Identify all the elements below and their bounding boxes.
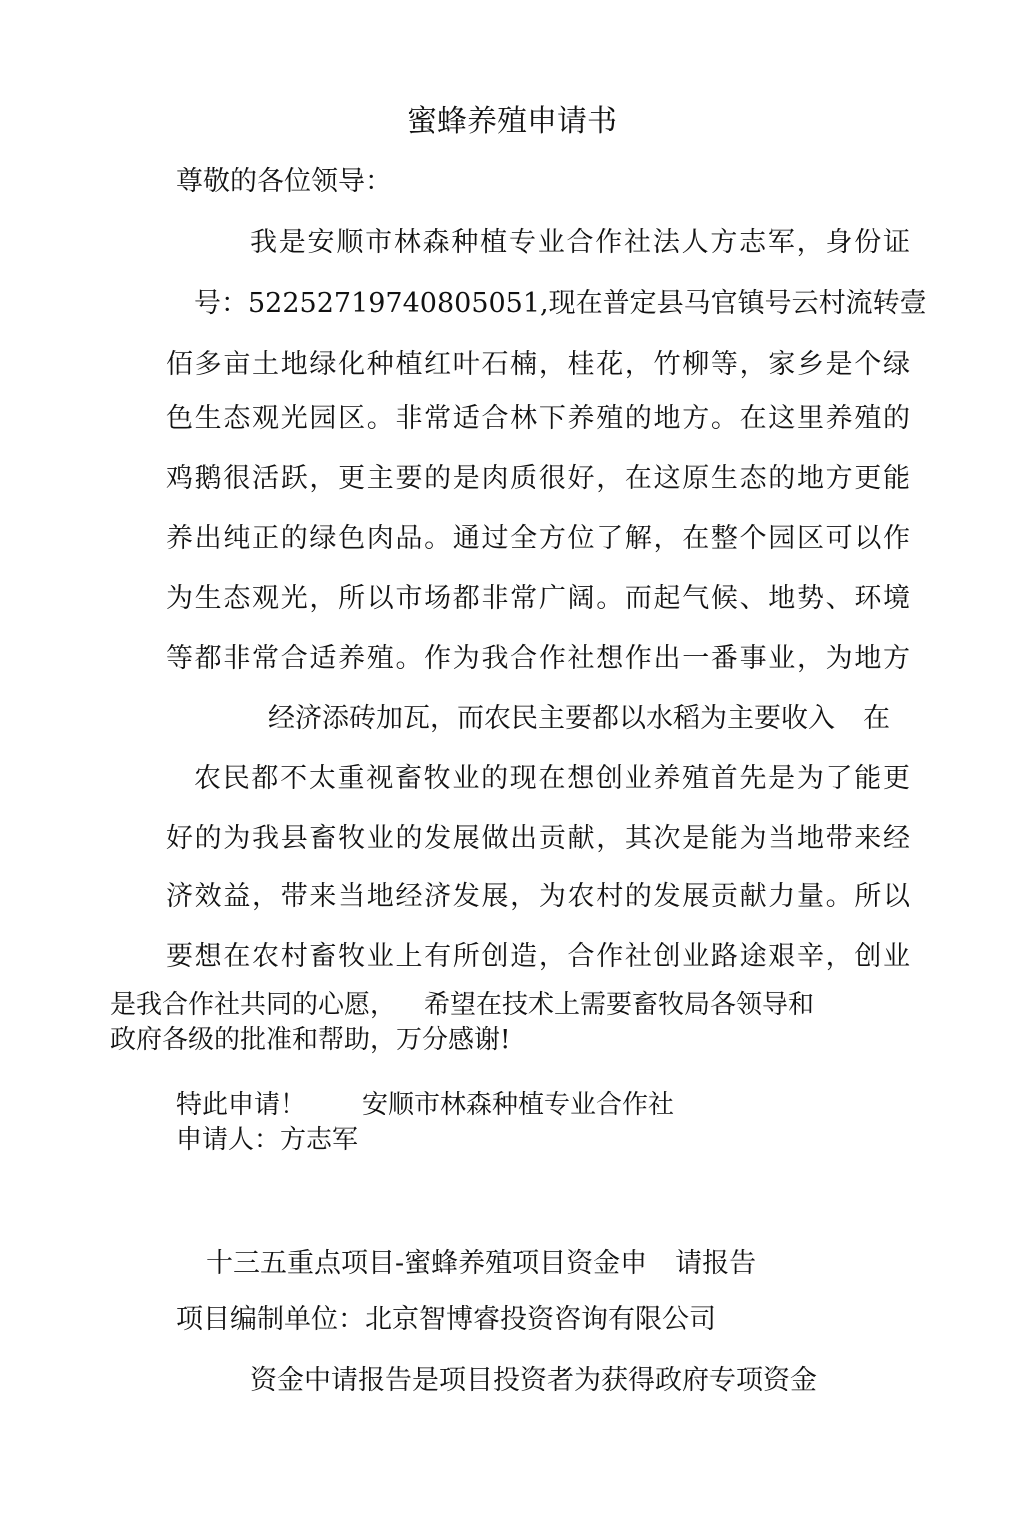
body-line-9-tail: 在 <box>863 703 890 734</box>
report-title-part1: 十三五重点项目-蜜蜂养殖项目资金申 <box>206 1248 648 1279</box>
body-line-14 <box>110 989 814 1021</box>
body-line-5: 鸡鹅很活跃，更主要的是肉质很好，在这原生态的地方更能 <box>166 463 910 494</box>
body-line-9 <box>268 702 890 736</box>
body-line-6: 养出纯正的绿色肉品。通过全方位了解，在整个园区可以作 <box>166 523 910 554</box>
body-line-14-part2: 希望在技术上需要畜牧局各领导和 <box>424 990 815 1020</box>
report-title <box>206 1247 756 1281</box>
body-line-8: 等都非常合适养殖。作为我合作社想作出一番事业，为地方 <box>166 643 910 674</box>
document-title: 蜜蜂养殖申请书 <box>407 104 617 139</box>
body-line-1: 我是安顺市林森种植专业合作社法人方志军，身份证 <box>250 227 910 258</box>
report-title-part2: 请报告 <box>675 1248 757 1279</box>
body-line-14-part1: 是我合作社共同的心愿， <box>110 990 397 1020</box>
organization-name: 安顺市林森种植专业合作社 <box>362 1090 675 1120</box>
body-line-9-text: 经济添砖加瓦，而农民主要都以水稻为主要收入 <box>268 703 835 734</box>
body-line-13: 要想在农村畜牧业上有所创造，合作社创业路途艰辛，创业 <box>166 941 910 972</box>
report-intro: 资金中请报告是项目投资者为获得政府专项资金 <box>250 1365 817 1396</box>
body-line-12: 济效益，带来当地经济发展，为农村的发展贡献力量。所以 <box>166 881 910 912</box>
body-line-11: 好的为我县畜牧业的发展做出贡献，其次是能为当地带来经 <box>166 823 910 854</box>
closing-line <box>176 1089 674 1121</box>
body-line-2: 号：52252719740805051,现在普定县马官镇号云村流转壹 <box>194 288 927 319</box>
body-line-15: 政府各级的批准和帮助，万分感谢! <box>110 1025 511 1055</box>
body-line-7: 为生态观光，所以市场都非常广阔。而起气候、地势、环境 <box>166 583 910 614</box>
special-request: 特此申请！ <box>176 1090 307 1120</box>
report-compiler: 项目编制单位：北京智博睿投资咨询有限公司 <box>176 1304 716 1335</box>
applicant-line: 申请人：方志军 <box>176 1125 359 1155</box>
body-line-3: 佰多亩土地绿化种植红叶石楠，桂花，竹柳等，家乡是个绿 <box>166 349 910 380</box>
body-line-10: 农民都不太重视畜牧业的现在想创业养殖首先是为了能更 <box>194 763 910 794</box>
salutation: 尊敬的各位领导： <box>176 166 392 197</box>
body-line-4: 色生态观光园区。非常适合林下养殖的地方。在这里养殖的 <box>166 403 910 434</box>
